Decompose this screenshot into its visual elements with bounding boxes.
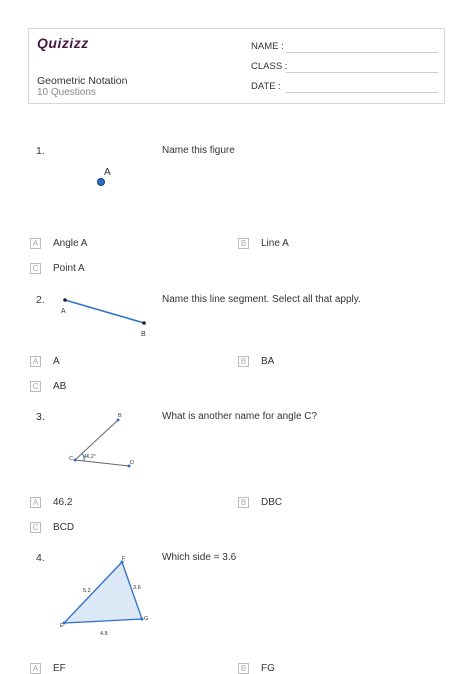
question-1-number: 1.: [36, 145, 45, 157]
question-4-option-a[interactable]: [30, 663, 66, 674]
question-2-number: 2.: [36, 294, 45, 306]
question-3-text: What is another name for angle C?: [162, 411, 318, 422]
option-letter: C: [30, 522, 41, 533]
option-text: A: [53, 356, 60, 367]
question-3-number: 3.: [36, 411, 45, 423]
option-letter: B: [238, 238, 249, 249]
option-letter: B: [238, 497, 249, 508]
name-label: NAME :: [251, 41, 284, 52]
option-text: Angle A: [53, 238, 88, 249]
angle-measure-label: 46.2°: [84, 454, 96, 460]
side-fg-label: 3.6: [133, 585, 141, 591]
option-text: AB: [53, 381, 67, 392]
triangle-efg: [64, 562, 142, 623]
option-letter: B: [238, 356, 249, 367]
question-4-number: 4.: [36, 552, 45, 564]
side-eg-label: 4.8: [100, 631, 108, 637]
option-letter: A: [30, 497, 41, 508]
option-letter: B: [238, 663, 249, 674]
option-letter: A: [30, 663, 41, 674]
option-text: EF: [53, 663, 66, 674]
option-text: BA: [261, 356, 275, 367]
vertex-f-label: F: [122, 556, 126, 562]
option-text: 46.2: [53, 497, 73, 508]
option-text: Line A: [261, 238, 289, 249]
point-b-label: B: [118, 413, 122, 419]
vertex-c-label: C: [69, 456, 73, 462]
question-4-option-b[interactable]: [238, 663, 275, 674]
option-letter: A: [30, 356, 41, 367]
question-1-text: Name this figure: [162, 145, 235, 156]
class-label: CLASS :: [251, 61, 288, 72]
point-a-label: A: [104, 167, 111, 178]
brand-logo: Quizizz: [37, 35, 89, 51]
option-letter: A: [30, 238, 41, 249]
endpoint-a-label: A: [61, 308, 66, 315]
option-text: BCD: [53, 522, 75, 533]
side-ef-label: 5.2: [83, 588, 91, 594]
date-label: DATE :: [251, 81, 281, 92]
endpoint-b-label: B: [141, 331, 146, 338]
vertex-g-label: G: [144, 616, 149, 622]
option-text: Point A: [53, 263, 85, 274]
worksheet-title: Geometric Notation: [37, 75, 128, 87]
question-4-text: Which side = 3.6: [162, 552, 237, 563]
option-letter: C: [30, 381, 41, 392]
option-letter: C: [30, 263, 41, 274]
option-text: FG: [261, 663, 275, 674]
option-text: DBC: [261, 497, 283, 508]
vertex-e-label: E: [60, 623, 64, 629]
point-d-label: D: [130, 460, 134, 466]
question-2-text: Name this line segment. Select all that apply.: [162, 294, 361, 305]
worksheet-subtitle: 10 Questions: [37, 87, 96, 98]
